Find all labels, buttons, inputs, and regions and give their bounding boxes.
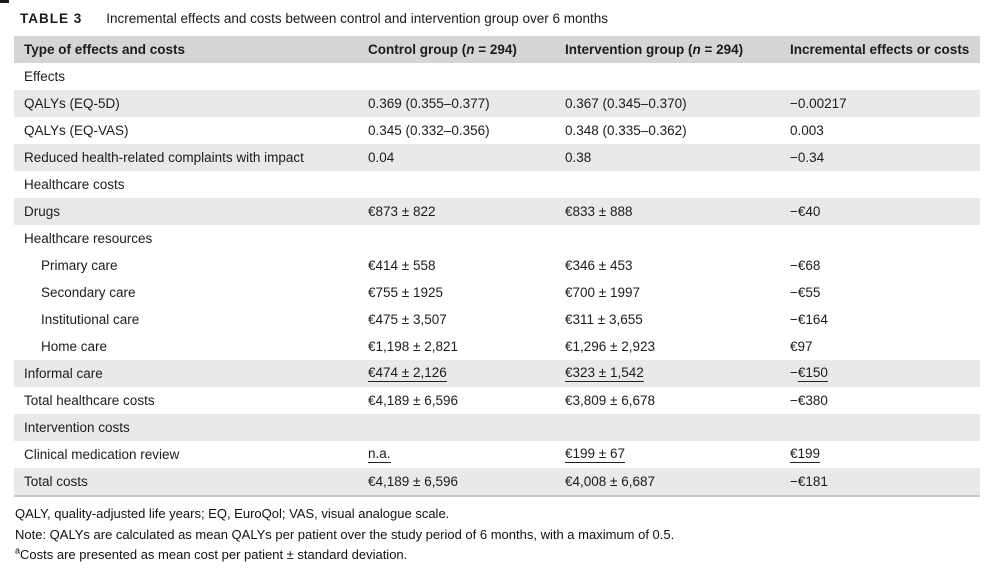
table-row [14,306,980,333]
table-caption-label: TABLE 3 [20,11,83,26]
cell-text: Drugs [24,204,61,219]
footnote-note [15,525,674,546]
incremental-effects-costs-table [14,36,980,495]
cell-text: €833 ± 888 [565,204,633,219]
table-footnotes [15,504,674,566]
table-cell [14,414,362,441]
cell-text: €700 ± 1997 [565,285,640,300]
table-header-row [14,36,980,63]
table-cell [362,144,559,171]
cell-text: −€40 [790,204,821,219]
table-bottom-rule [14,495,980,497]
cell-text: €474 ± 2,126 [368,366,447,383]
cell-text: Intervention costs [24,420,130,435]
cell-text: Control group ( [368,42,467,57]
cell-text: €4,008 ± 6,687 [565,474,655,489]
section-row [14,63,980,90]
cell-text: −€68 [790,258,821,273]
table-cell [784,144,980,171]
cell-text: n.a. [368,447,391,464]
page-edge-mark [0,0,9,3]
table-cell [362,252,559,279]
cell-text: €755 ± 1925 [368,285,443,300]
table-cell [559,387,784,414]
table-cell [784,360,980,387]
table-cell [784,468,980,495]
table-row [14,90,980,117]
cell-text: Total costs [24,474,88,489]
table-cell [784,63,980,90]
table-cell [14,468,362,495]
footnote-abbreviations [15,504,674,525]
table-caption-title: Incremental effects and costs between control and intervention group over 6 months [106,11,609,26]
table-cell [784,225,980,252]
table-cell [14,117,362,144]
table-cell [559,63,784,90]
cell-text: €199 [790,447,820,464]
table-cell [362,441,559,468]
table-row [14,468,980,495]
table-cell [362,63,559,90]
cell-text: = 294) [700,42,744,57]
table-cell [362,333,559,360]
table-cell [362,225,559,252]
table-cell [362,360,559,387]
cell-text: Clinical medication review [24,447,180,462]
table-cell [14,63,362,90]
cell-text: €311 ± 3,655 [565,312,643,327]
cell-text: −€164 [790,312,828,327]
table-cell [559,306,784,333]
table-cell [14,252,362,279]
table-cell [14,171,362,198]
cell-text: Primary care [41,258,118,273]
table-cell [559,333,784,360]
table-cell [784,441,980,468]
cell-text: €1,198 ± 2,821 [368,339,458,354]
cell-text: Reduced health-related complaints with impact [24,150,304,165]
table-cell [784,387,980,414]
table-cell [362,279,559,306]
table-cell [362,198,559,225]
table-cell [14,333,362,360]
cell-text: −€55 [790,285,821,300]
table-cell [559,252,784,279]
cell-text: Incremental effects or costs [790,42,970,57]
cell-text: Secondary care [41,285,136,300]
section-row [14,225,980,252]
cell-text: Informal care [24,366,103,381]
column-header [14,36,362,63]
cell-text: 0.367 (0.345–0.370) [565,96,687,111]
table-cell [559,144,784,171]
table-cell [784,171,980,198]
cell-text: 0.38 [565,150,592,165]
table-cell [14,90,362,117]
table-cell [14,279,362,306]
column-header [362,36,559,63]
cell-text: €323 ± 1,542 [565,366,644,383]
cell-text: QALYs (EQ-VAS) [24,123,129,138]
cell-text: €150 [798,366,828,383]
table-cell [14,225,362,252]
table-cell [362,387,559,414]
cell-text: n [692,42,701,57]
table-row [14,360,980,387]
footnote-superscript-marker: a [15,545,21,556]
table-cell [362,90,559,117]
table-caption [20,11,608,26]
table-cell [559,117,784,144]
cell-text: 0.003 [790,123,824,138]
cell-text: Home care [41,339,108,354]
table-cell [559,225,784,252]
cell-text: −0.34 [790,150,825,165]
table-cell [784,279,980,306]
table-cell [784,414,980,441]
cell-text: €199 ± 67 [565,447,625,464]
cell-text: 0.04 [368,150,395,165]
footnote-text: QALY, quality-adjusted life years; EQ, EuroQol; VAS, visual analogue scale. [15,506,450,521]
table-cell [559,198,784,225]
cell-text: €346 ± 453 [565,258,633,273]
table-cell [559,90,784,117]
table-cell [14,441,362,468]
cell-text: €873 ± 822 [368,204,436,219]
cell-text: −0.00217 [790,96,847,111]
table-cell [362,306,559,333]
cell-text: 0.345 (0.332–0.356) [368,123,490,138]
cell-text: − [790,364,798,380]
table-cell [14,387,362,414]
cell-text: €414 ± 558 [368,258,436,273]
cell-text: n [466,42,475,57]
cell-text: Type of effects and costs [24,42,186,57]
table-cell [784,306,980,333]
table-cell [784,252,980,279]
table-row [14,252,980,279]
table-cell [14,306,362,333]
cell-text: €1,296 ± 2,923 [565,339,655,354]
cell-text: 0.369 (0.355–0.377) [368,96,490,111]
table-cell [784,117,980,144]
table-cell [14,198,362,225]
cell-text: Intervention group ( [565,42,693,57]
column-header [559,36,784,63]
table-cell [559,468,784,495]
table-cell [559,441,784,468]
cell-text: €4,189 ± 6,596 [368,393,458,408]
table-cell [784,90,980,117]
table-cell [362,117,559,144]
table-row [14,387,980,414]
table-row [14,279,980,306]
cell-text: Effects [24,69,66,84]
cell-text: = 294) [474,42,517,57]
table-cell [784,333,980,360]
cell-text: QALYs (EQ-5D) [24,96,120,111]
table-cell [559,279,784,306]
cost-table-body [14,36,980,495]
footnote-text: Costs are presented as mean cost per patient ± standard deviation. [20,547,408,562]
cell-text: €4,189 ± 6,596 [368,474,458,489]
table-cell [362,171,559,198]
cell-text: Institutional care [41,312,140,327]
table-cell [362,414,559,441]
footnote-text: Note: QALYs are calculated as mean QALYs per patient over the study period of 6 months, with a maximum of 0.5. [15,526,675,542]
table-cell [14,360,362,387]
table-row [14,198,980,225]
cell-text: 0.348 (0.335–0.362) [565,123,687,138]
cell-text: €3,809 ± 6,678 [565,393,655,408]
table-cell [784,198,980,225]
table-row [14,144,980,171]
footnote-costs [15,545,674,566]
cell-text: €97 [790,339,813,354]
table-cell [362,468,559,495]
cell-text: Healthcare costs [24,177,125,192]
section-row [14,171,980,198]
cell-text: −€181 [790,474,828,489]
table-cell [14,144,362,171]
cell-text: −€380 [790,393,828,408]
table-row [14,333,980,360]
table-row [14,117,980,144]
table-cell [559,171,784,198]
cell-text: €475 ± 3,507 [368,312,447,327]
table-cell [559,360,784,387]
cell-text: Healthcare resources [24,231,153,246]
cell-text: Total healthcare costs [24,393,155,408]
table-row [14,441,980,468]
table-cell [559,414,784,441]
column-header [784,36,980,63]
section-row [14,414,980,441]
